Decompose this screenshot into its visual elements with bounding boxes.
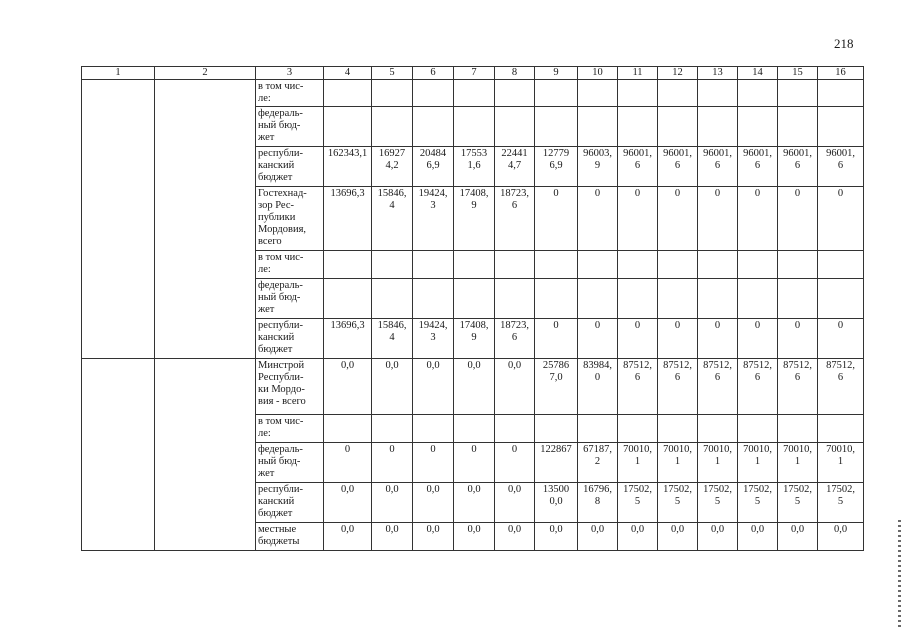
value-cell bbox=[495, 80, 535, 107]
value-cell: 13696,3 bbox=[324, 187, 372, 251]
column-header-7: 7 bbox=[454, 67, 495, 80]
value-cell bbox=[454, 80, 495, 107]
value-cell bbox=[818, 415, 864, 443]
value-cell bbox=[535, 107, 578, 147]
value-cell bbox=[495, 107, 535, 147]
column-header-11: 11 bbox=[618, 67, 658, 80]
value-cell: 0 bbox=[578, 319, 618, 359]
value-cell bbox=[535, 415, 578, 443]
column-header-15: 15 bbox=[778, 67, 818, 80]
value-cell: 0 bbox=[324, 443, 372, 483]
group-cell-col2-2 bbox=[155, 359, 256, 551]
value-cell bbox=[778, 415, 818, 443]
value-cell bbox=[413, 251, 454, 279]
value-cell: 17502, 5 bbox=[738, 483, 778, 523]
value-cell: 0,0 bbox=[413, 483, 454, 523]
value-cell: 0 bbox=[778, 319, 818, 359]
value-cell: 19424, 3 bbox=[413, 319, 454, 359]
value-cell bbox=[324, 279, 372, 319]
value-cell: 70010, 1 bbox=[618, 443, 658, 483]
value-cell: 0 bbox=[738, 319, 778, 359]
value-cell: 0,0 bbox=[454, 523, 495, 551]
value-cell: 0 bbox=[658, 319, 698, 359]
value-cell: 25786 7,0 bbox=[535, 359, 578, 415]
value-cell: 0,0 bbox=[324, 359, 372, 415]
value-cell bbox=[738, 107, 778, 147]
value-cell: 96001, 6 bbox=[818, 147, 864, 187]
value-cell: 0,0 bbox=[658, 523, 698, 551]
value-cell: 0,0 bbox=[698, 523, 738, 551]
row-label: в том чис- ле: bbox=[256, 415, 324, 443]
value-cell: 0 bbox=[618, 319, 658, 359]
value-cell: 0 bbox=[535, 187, 578, 251]
value-cell: 96001, 6 bbox=[738, 147, 778, 187]
value-cell: 87512, 6 bbox=[778, 359, 818, 415]
value-cell bbox=[495, 415, 535, 443]
scan-edge-marks bbox=[898, 520, 901, 630]
value-cell: 15846, 4 bbox=[372, 319, 413, 359]
value-cell: 0,0 bbox=[324, 483, 372, 523]
value-cell: 0,0 bbox=[778, 523, 818, 551]
value-cell bbox=[698, 80, 738, 107]
value-cell: 0,0 bbox=[413, 523, 454, 551]
column-header-5: 5 bbox=[372, 67, 413, 80]
value-cell: 0,0 bbox=[535, 523, 578, 551]
value-cell: 122867 bbox=[535, 443, 578, 483]
header-row bbox=[82, 67, 864, 80]
value-cell: 0 bbox=[372, 443, 413, 483]
value-cell: 22441 4,7 bbox=[495, 147, 535, 187]
value-cell bbox=[618, 279, 658, 319]
value-cell: 0,0 bbox=[495, 523, 535, 551]
column-header-10: 10 bbox=[578, 67, 618, 80]
column-header-9: 9 bbox=[535, 67, 578, 80]
value-cell bbox=[658, 107, 698, 147]
value-cell: 0,0 bbox=[495, 359, 535, 415]
value-cell: 0 bbox=[698, 187, 738, 251]
value-cell: 0 bbox=[698, 319, 738, 359]
value-cell bbox=[454, 251, 495, 279]
value-cell: 162343,1 bbox=[324, 147, 372, 187]
value-cell bbox=[698, 279, 738, 319]
value-cell: 0 bbox=[818, 319, 864, 359]
value-cell: 0 bbox=[778, 187, 818, 251]
value-cell: 87512, 6 bbox=[738, 359, 778, 415]
value-cell: 70010, 1 bbox=[738, 443, 778, 483]
value-cell bbox=[324, 251, 372, 279]
value-cell: 17502, 5 bbox=[658, 483, 698, 523]
column-header-12: 12 bbox=[658, 67, 698, 80]
value-cell: 0,0 bbox=[454, 483, 495, 523]
column-header-16: 16 bbox=[818, 67, 864, 80]
group-cell-col1-1 bbox=[82, 80, 155, 359]
row-label: в том чис- ле: bbox=[256, 251, 324, 279]
value-cell bbox=[818, 279, 864, 319]
group-cell-col2-1 bbox=[155, 80, 256, 359]
value-cell bbox=[578, 251, 618, 279]
value-cell: 0,0 bbox=[818, 523, 864, 551]
value-cell: 13500 0,0 bbox=[535, 483, 578, 523]
value-cell bbox=[578, 80, 618, 107]
value-cell bbox=[658, 80, 698, 107]
value-cell bbox=[738, 251, 778, 279]
column-header-2: 2 bbox=[155, 67, 256, 80]
value-cell bbox=[698, 107, 738, 147]
value-cell: 70010, 1 bbox=[778, 443, 818, 483]
value-cell: 0 bbox=[495, 443, 535, 483]
value-cell bbox=[658, 415, 698, 443]
value-cell: 17408, 9 bbox=[454, 319, 495, 359]
value-cell bbox=[495, 279, 535, 319]
value-cell bbox=[778, 279, 818, 319]
value-cell: 0,0 bbox=[372, 483, 413, 523]
value-cell bbox=[372, 80, 413, 107]
value-cell: 0,0 bbox=[738, 523, 778, 551]
value-cell: 70010, 1 bbox=[698, 443, 738, 483]
value-cell bbox=[738, 279, 778, 319]
value-cell: 96001, 6 bbox=[698, 147, 738, 187]
value-cell bbox=[413, 107, 454, 147]
value-cell bbox=[454, 107, 495, 147]
value-cell bbox=[324, 107, 372, 147]
value-cell bbox=[578, 107, 618, 147]
value-cell: 87512, 6 bbox=[658, 359, 698, 415]
value-cell bbox=[778, 80, 818, 107]
value-cell bbox=[578, 415, 618, 443]
value-cell: 87512, 6 bbox=[818, 359, 864, 415]
value-cell: 17502, 5 bbox=[618, 483, 658, 523]
value-cell bbox=[413, 279, 454, 319]
value-cell: 16927 4,2 bbox=[372, 147, 413, 187]
row-label: Минстрой Республи- ки Мордо- вия - всего bbox=[256, 359, 324, 415]
value-cell: 83984, 0 bbox=[578, 359, 618, 415]
value-cell: 17553 1,6 bbox=[454, 147, 495, 187]
value-cell: 13696,3 bbox=[324, 319, 372, 359]
value-cell bbox=[578, 279, 618, 319]
value-cell: 0,0 bbox=[495, 483, 535, 523]
value-cell bbox=[738, 415, 778, 443]
value-cell: 0,0 bbox=[454, 359, 495, 415]
row-label: в том чис- ле: bbox=[256, 80, 324, 107]
budget-table bbox=[81, 66, 864, 551]
value-cell: 0,0 bbox=[618, 523, 658, 551]
table-row bbox=[82, 359, 864, 415]
value-cell: 17502, 5 bbox=[818, 483, 864, 523]
column-header-4: 4 bbox=[324, 67, 372, 80]
column-header-6: 6 bbox=[413, 67, 454, 80]
value-cell: 17502, 5 bbox=[698, 483, 738, 523]
column-header-1: 1 bbox=[82, 67, 155, 80]
value-cell: 0 bbox=[738, 187, 778, 251]
value-cell bbox=[698, 415, 738, 443]
value-cell bbox=[535, 279, 578, 319]
value-cell bbox=[658, 279, 698, 319]
value-cell: 0 bbox=[413, 443, 454, 483]
value-cell: 0 bbox=[658, 187, 698, 251]
value-cell bbox=[778, 251, 818, 279]
value-cell bbox=[738, 80, 778, 107]
value-cell bbox=[413, 80, 454, 107]
value-cell: 0 bbox=[818, 187, 864, 251]
value-cell: 96003, 9 bbox=[578, 147, 618, 187]
value-cell bbox=[535, 80, 578, 107]
row-label: республи- канский бюджет bbox=[256, 319, 324, 359]
row-label: республи- канский бюджет bbox=[256, 147, 324, 187]
value-cell: 87512, 6 bbox=[618, 359, 658, 415]
value-cell: 0,0 bbox=[372, 523, 413, 551]
value-cell bbox=[818, 107, 864, 147]
value-cell: 17502, 5 bbox=[778, 483, 818, 523]
column-header-13: 13 bbox=[698, 67, 738, 80]
value-cell: 87512, 6 bbox=[698, 359, 738, 415]
row-label: федераль- ный бюд- жет bbox=[256, 443, 324, 483]
value-cell bbox=[372, 107, 413, 147]
page-number: 218 bbox=[834, 36, 854, 51]
group-cell-col1-2 bbox=[82, 359, 155, 551]
value-cell: 19424, 3 bbox=[413, 187, 454, 251]
value-cell: 12779 6,9 bbox=[535, 147, 578, 187]
value-cell: 20484 6,9 bbox=[413, 147, 454, 187]
column-header-3: 3 bbox=[256, 67, 324, 80]
value-cell: 0,0 bbox=[372, 359, 413, 415]
value-cell bbox=[454, 415, 495, 443]
value-cell: 0 bbox=[535, 319, 578, 359]
value-cell bbox=[698, 251, 738, 279]
table-row bbox=[82, 80, 864, 107]
value-cell: 96001, 6 bbox=[778, 147, 818, 187]
value-cell: 15846, 4 bbox=[372, 187, 413, 251]
value-cell: 0,0 bbox=[324, 523, 372, 551]
row-label: местные бюджеты bbox=[256, 523, 324, 551]
value-cell bbox=[454, 279, 495, 319]
value-cell bbox=[618, 415, 658, 443]
value-cell: 70010, 1 bbox=[818, 443, 864, 483]
value-cell bbox=[324, 415, 372, 443]
row-label: Гостехнад- зор Рес- публики Мордовия, всего bbox=[256, 187, 324, 251]
value-cell: 0 bbox=[454, 443, 495, 483]
value-cell: 18723, 6 bbox=[495, 319, 535, 359]
value-cell: 0 bbox=[578, 187, 618, 251]
row-label: республи- канский бюджет bbox=[256, 483, 324, 523]
column-header-14: 14 bbox=[738, 67, 778, 80]
value-cell: 18723, 6 bbox=[495, 187, 535, 251]
value-cell bbox=[372, 415, 413, 443]
value-cell bbox=[658, 251, 698, 279]
value-cell: 96001, 6 bbox=[618, 147, 658, 187]
value-cell bbox=[324, 80, 372, 107]
value-cell bbox=[413, 415, 454, 443]
row-label: федераль- ный бюд- жет bbox=[256, 107, 324, 147]
column-header-8: 8 bbox=[495, 67, 535, 80]
value-cell: 0,0 bbox=[578, 523, 618, 551]
value-cell: 96001, 6 bbox=[658, 147, 698, 187]
value-cell bbox=[535, 251, 578, 279]
value-cell: 0 bbox=[618, 187, 658, 251]
value-cell bbox=[618, 251, 658, 279]
value-cell bbox=[495, 251, 535, 279]
value-cell bbox=[818, 80, 864, 107]
value-cell: 67187, 2 bbox=[578, 443, 618, 483]
value-cell bbox=[618, 80, 658, 107]
value-cell bbox=[372, 251, 413, 279]
value-cell: 70010, 1 bbox=[658, 443, 698, 483]
value-cell bbox=[372, 279, 413, 319]
value-cell bbox=[778, 107, 818, 147]
value-cell: 0,0 bbox=[413, 359, 454, 415]
value-cell bbox=[618, 107, 658, 147]
row-label: федераль- ный бюд- жет bbox=[256, 279, 324, 319]
value-cell: 16796, 8 bbox=[578, 483, 618, 523]
value-cell bbox=[818, 251, 864, 279]
value-cell: 17408, 9 bbox=[454, 187, 495, 251]
